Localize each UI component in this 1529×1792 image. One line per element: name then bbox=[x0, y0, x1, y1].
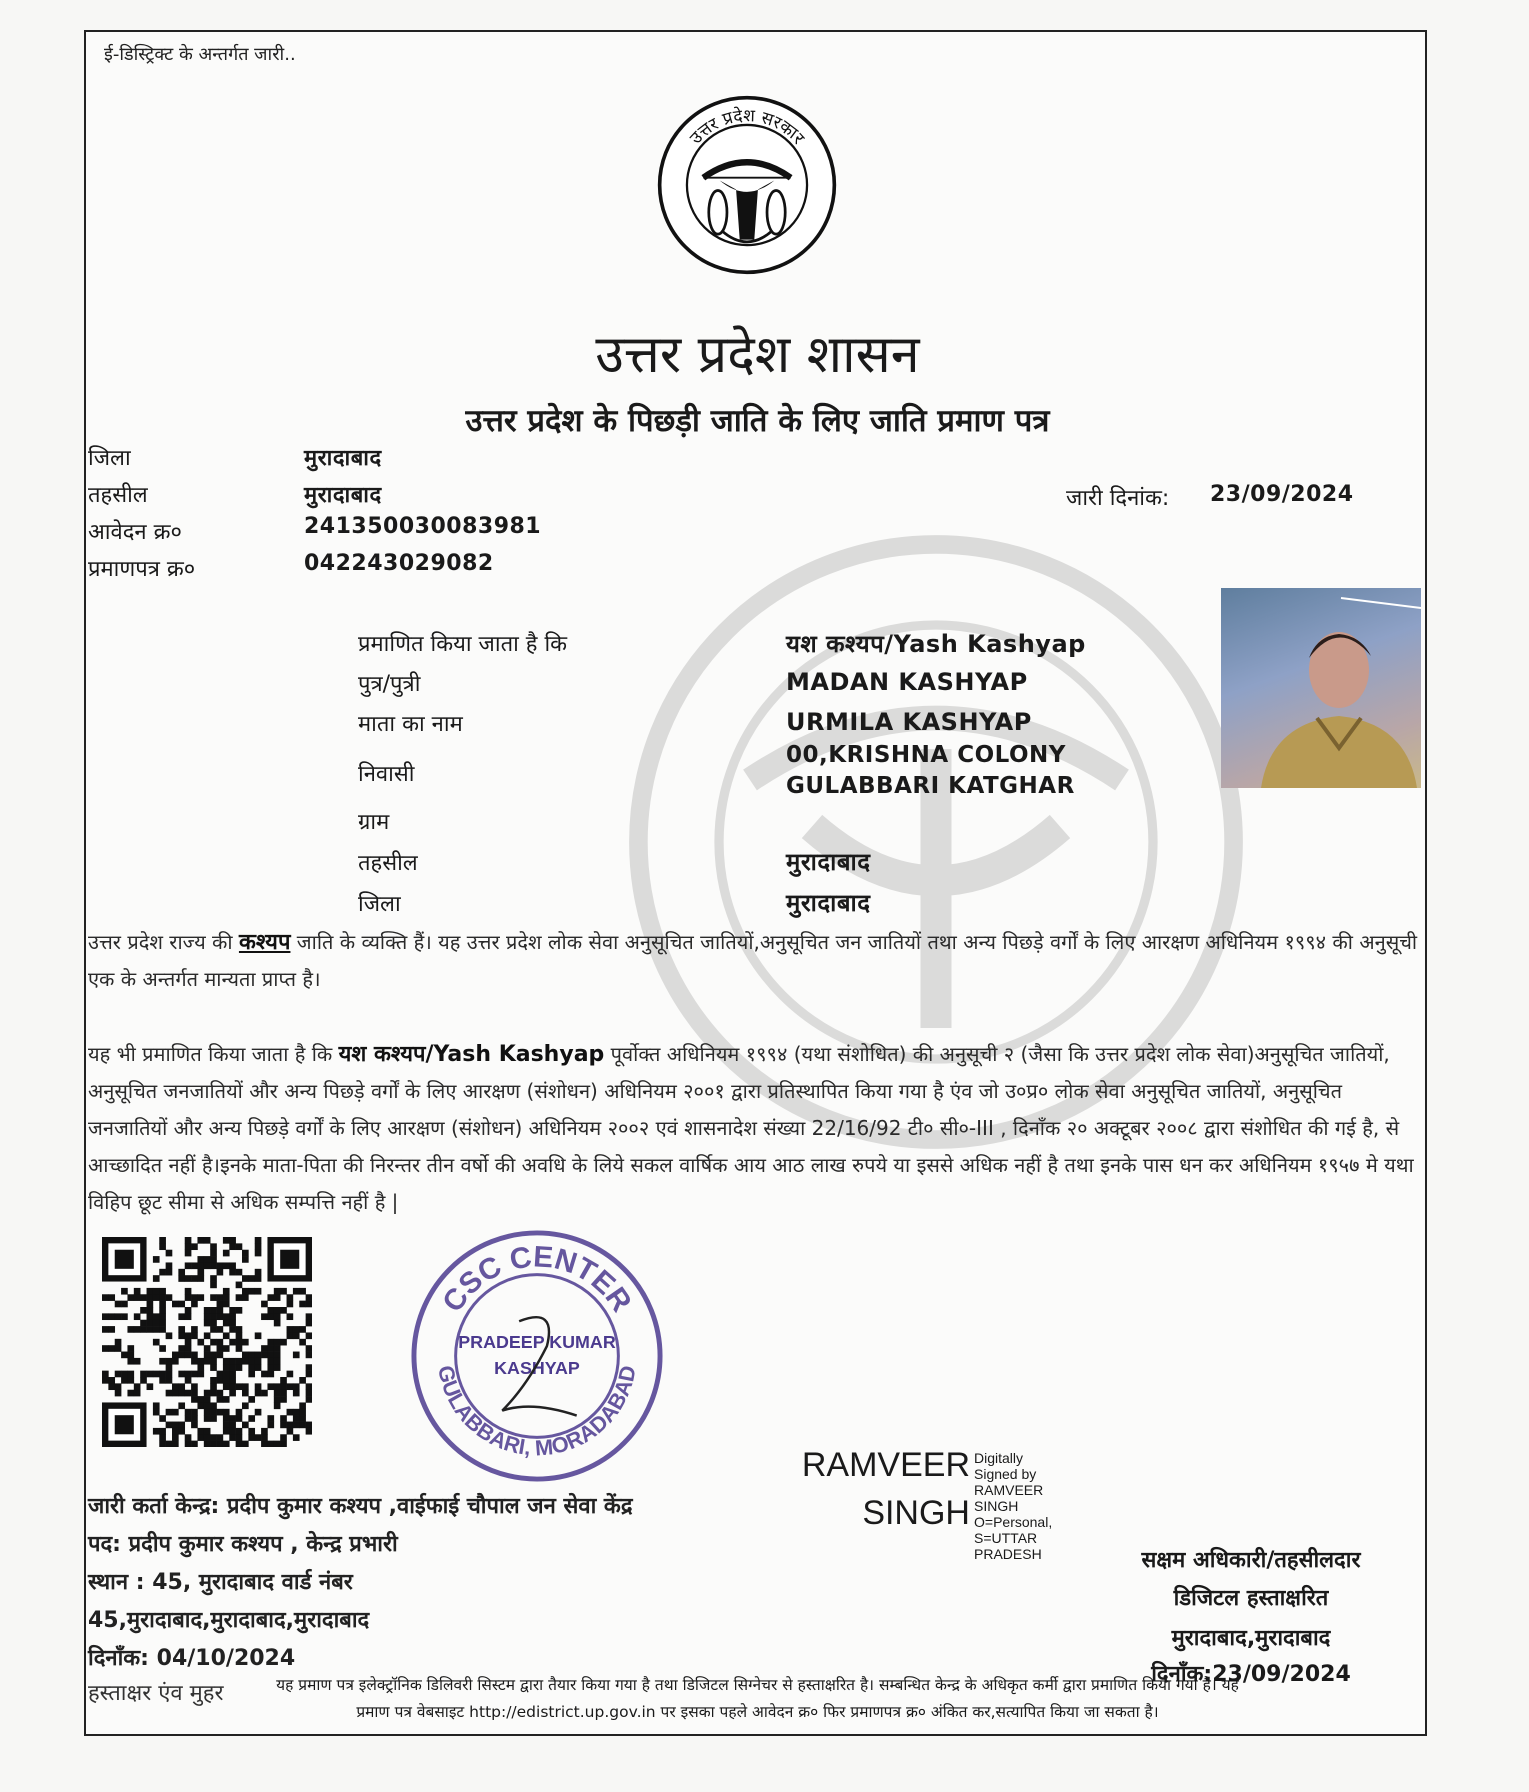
certificate-title: उत्तर प्रदेश के पिछड़ी जाति के लिए जाति प्रमाण पत्र bbox=[465, 403, 1050, 439]
application-no-value: 241350030083981 bbox=[304, 514, 542, 539]
certificate-no-value: 042243029082 bbox=[304, 551, 494, 576]
para-applicant-name: यश कश्यप/Yash Kashyap bbox=[338, 1042, 605, 1067]
caste-paragraph: उत्तर प्रदेश राज्य की कश्यप जाति के व्यक्ति हैं। यह उत्तर प्रदेश लोक सेवा अनुसूचित जातियों,अनुसूचित जन जातियों तथा अन्य पिछड़े वर्गों के लिए आरक्षण अधिनियम १९९४ की अनुसूची एक के अन्तर्गत मान्यता प्राप्त है। bbox=[88, 930, 1418, 991]
authority-date: दिनाँक:23/09/2024 bbox=[1151, 1662, 1351, 1687]
address-line-1: 00,KRISHNA COLONY bbox=[786, 742, 1066, 768]
issue-date-label: जारी दिनांक: bbox=[1066, 486, 1170, 511]
resident-label: निवासी bbox=[358, 762, 415, 787]
applicant-photo bbox=[1221, 588, 1421, 788]
government-title: उत्तर प्रदेश शासन bbox=[595, 325, 920, 385]
certificate-page bbox=[84, 30, 1427, 1736]
tehsil-value: मुरादाबाद bbox=[304, 483, 382, 508]
parent-label: पुत्र/पुत्री bbox=[358, 672, 421, 697]
svg-text:उत्तर प्रदेश सरकार: उत्तर प्रदेश सरकार bbox=[686, 106, 808, 149]
sign-and-seal-label: हस्ताक्षर एंव मुहर bbox=[88, 1681, 224, 1706]
svg-text:GULABBARI, MORADABAD: GULABBARI, MORADABAD bbox=[433, 1363, 641, 1461]
father-name: MADAN KASHYAP bbox=[786, 668, 1028, 696]
qr-code-icon bbox=[102, 1237, 312, 1447]
authority-title: सक्षम अधिकारी/तहसीलदार bbox=[1141, 1548, 1361, 1573]
address-line-2: GULABBARI KATGHAR bbox=[786, 773, 1075, 799]
person-photo-icon bbox=[1221, 588, 1421, 788]
application-no-label: आवेदन क्र० bbox=[88, 520, 182, 545]
issue-date-value: 23/09/2024 bbox=[1210, 482, 1354, 507]
mother-label: माता का नाम bbox=[358, 712, 463, 737]
footer-note: यह प्रमाण पत्र इलेक्ट्रॉनिक डिलिवरी सिस्टम द्वारा तैयार किया गया है तथा डिजिटल सिग्नेचर से हस्ताक्षरित है। सम्बन्धित केन्द्र के अधिकृत कर्मी द्वारा प्रमाणित किया गया है। यह प्रमाण पत्र वेबसाइट http://edistrict.up.gov.in पर इसका पहले आवेदन क्र० फिर प्रमाणपत्र क्र० अंकित कर,सत्यापित किया जा सकता है। bbox=[276, 1676, 1239, 1721]
person-tehsil-label: तहसील bbox=[358, 851, 418, 876]
district-label: जिला bbox=[88, 446, 131, 471]
certificate-no-label: प्रमाणपत्र क्र० bbox=[88, 557, 196, 582]
authority-place: मुरादाबाद,मुरादाबाद bbox=[1171, 1626, 1331, 1651]
district-value: मुरादाबाद bbox=[304, 446, 382, 471]
issued-under-note: ई-डिस्ट्रिक्ट के अन्तर्गत जारी.. bbox=[104, 44, 296, 65]
caste-name: कश्यप bbox=[238, 930, 291, 955]
person-tehsil-value: मुरादाबाद bbox=[786, 848, 871, 876]
issuer-place-2: 45,मुरादाबाद,मुरादाबाद,मुरादाबाद bbox=[88, 1608, 370, 1633]
svg-text:CSC CENTER: CSC CENTER bbox=[436, 1240, 638, 1318]
tehsil-label: तहसील bbox=[88, 483, 148, 508]
digital-signer-name: RAMVEER SINGH bbox=[801, 1446, 970, 1532]
certified-label: प्रमाणित किया जाता है कि bbox=[358, 632, 568, 657]
issuer-post: पद: प्रदीप कुमार कश्यप , केन्द्र प्रभारी bbox=[88, 1532, 398, 1557]
issuing-center: जारी कर्ता केन्द्र: प्रदीप कुमार कश्यप ,वाईफाई चौपाल जन सेवा केंद्र bbox=[88, 1494, 633, 1519]
mother-name: URMILA KASHYAP bbox=[786, 708, 1032, 736]
village-label: ग्राम bbox=[358, 810, 390, 835]
svg-text:PRADEEP KUMAR: PRADEEP KUMAR bbox=[458, 1332, 616, 1353]
issuer-place-1: स्थान : 45, मुरादाबाद वार्ड नंबर bbox=[88, 1570, 353, 1595]
svg-text:KASHYAP: KASHYAP bbox=[494, 1357, 580, 1378]
digital-signature-details: Digitally Signed by RAMVEER SINGH O=Personal, S=UTTAR PRADESH bbox=[974, 1450, 1053, 1562]
up-govt-emblem-icon bbox=[656, 94, 838, 276]
certification-paragraph: यह भी प्रमाणित किया जाता है कि यश कश्यप/Yash Kashyap पूर्वोक्त अधिनियम १९९४ (यथा संशोधित) की अनुसूची २ (जैसा कि उत्तर प्रदेश लोक सेवा)अनुसूचित जातियों, अनुसूचित जनजातियों और अन्य पिछड़े वर्गों के लिए आरक्षण (संशोधन) अधिनियम २००१ द्वारा प्रतिस्थापित किया गया है एंव जो उ०प्र० लोक सेवा अनुसूचित जातियों, अनुसूचित जनजातियों और अन्य पिछड़े वर्गों के लिए आरक्षण (संशोधन) अधिनियम २००२ एवं शासनादेश संख्या 22/16/92 टी० सी०-III , दिनाँक २० अक्टूबर २००८ द्वारा संशोधित की गई है, से आच्छादित नहीं है।इनके माता-पिता की निरन्तर तीन वर्षो की अवधि के लिये सकल वार्षिक आय आठ लाख रुपये या इससे अधिक नहीं है तथा इनके पास धन कर अधिनियम १९५७ मे यथा विहिप छूट सीमा से अधिक सम्पत्ति नहीं है | bbox=[88, 1042, 1414, 1214]
person-district-label: जिला bbox=[358, 892, 401, 917]
csc-center-stamp-icon bbox=[408, 1227, 666, 1485]
person-district-value: मुरादाबाद bbox=[786, 889, 871, 917]
authority-signature: डिजिटल हस्ताक्षरित bbox=[1173, 1586, 1329, 1611]
issuer-date: दिनाँक: 04/10/2024 bbox=[88, 1646, 296, 1671]
applicant-name: यश कश्यप/Yash Kashyap bbox=[786, 630, 1086, 658]
